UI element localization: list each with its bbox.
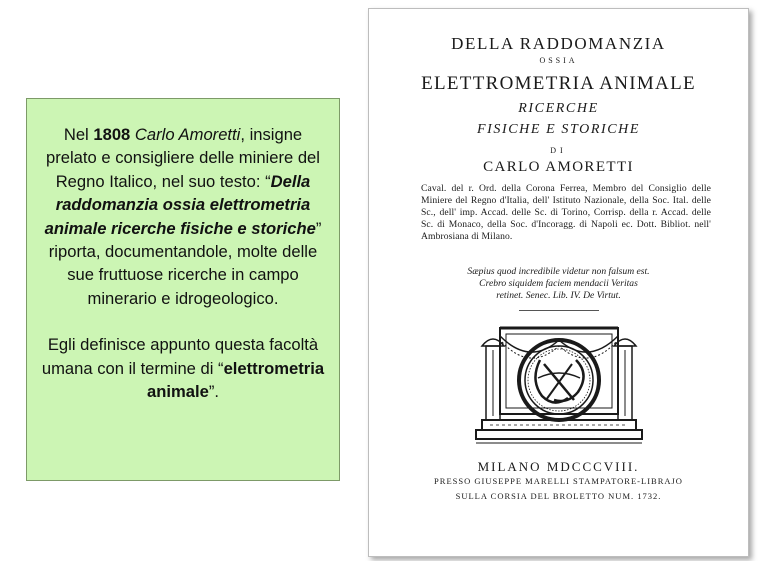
place-and-year: MILANO MDCCCVIII.: [477, 459, 640, 474]
p2-text-b: ”.: [208, 382, 219, 402]
p1-text-a: Nel: [63, 125, 94, 144]
motto-line-2: Crebro siquidem faciem mendacii Veritas: [479, 278, 638, 289]
title-line-1: DELLA RADDOMANZIA: [451, 34, 666, 53]
subtitle-2: FISICHE E STORICHE: [476, 122, 641, 137]
key-term: elettrometria animale: [147, 358, 325, 402]
motto-line-1: Sæpius quod incredibile videtur non falsum est.: [467, 266, 650, 277]
author: CARLO AMORETTI: [483, 159, 634, 175]
printer-line-2: SULLA CORSIA DEL BROLETTO NUM. 1732.: [455, 491, 662, 501]
divider: [519, 310, 599, 311]
author-name: Carlo Amoretti: [134, 125, 241, 144]
paragraph-2: [37, 333, 329, 403]
description-box: [26, 98, 340, 481]
year: 1808: [93, 125, 131, 144]
by-label: DI: [550, 146, 567, 155]
title-ossia: OSSIA: [539, 56, 578, 65]
motto-line-3: retinet. Senec. Lib. IV. De Virtut.: [496, 290, 621, 301]
author-credentials: Caval. del r. Ord. della Corona Ferrea, Membro del Consiglio delle Miniere del Regno d'Italia, dell' Istituto Nazionale, della Soc. Ital. delle Sc., dell' imp. Accad. delle Sc. di Torino, Corrisp. della r. Accad. delle Sc. di Monaco, della Soc. d'Incoragg. di Napoli ec. Dott. Bibliot. nell' Ambrosiana di Milano.: [421, 183, 711, 243]
printer-line-1: PRESSO GIUSEPPE MARELLI STAMPATORE-LIBRAJO: [434, 476, 683, 486]
book-title-page: [368, 8, 749, 557]
p2-text-a: Egli definisce appunto questa facoltà umana con il termine di “: [41, 335, 319, 378]
p1-text-b: , insigne prelato e consigliere delle miniere del Regno Italico, nel suo testo: “: [46, 125, 320, 191]
paragraph-1: [37, 123, 329, 310]
subtitle-1: RICERCHE: [518, 101, 599, 116]
monogram-vignette-image: [472, 316, 646, 450]
title-line-2: ELETTROMETRIA ANIMALE: [421, 73, 696, 94]
book-title: Della raddomanzia ossia elettrometria animale ricerche fisiche e storiche: [44, 171, 316, 238]
p1-text-c: ” riporta, documentandole, molte delle sue fruttuose ricerche in campo minerario e idrogeologico.: [48, 218, 322, 308]
